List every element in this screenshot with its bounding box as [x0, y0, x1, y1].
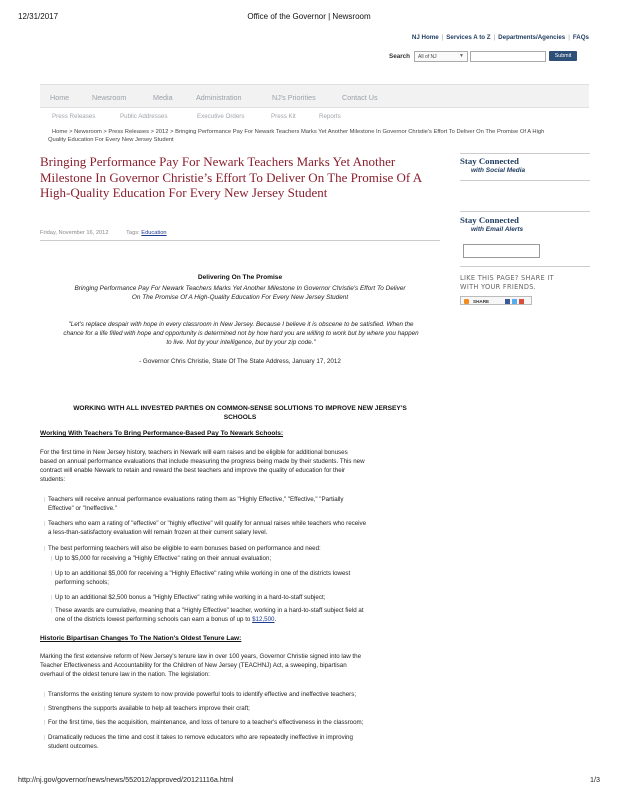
- paragraph: [40, 448, 450, 484]
- paragraph-line: based on annual performance evaluations that include measuring the progress being made by their students. This new: [40, 458, 365, 465]
- paragraph-line: Teacher Effectiveness and Accountability for the Children of New Jersey (TEACHNJ) Act, a sweeping, bipartisan: [40, 662, 347, 669]
- search-submit-button[interactable]: Submit: [549, 51, 577, 61]
- share-icon: [464, 299, 469, 304]
- facebook-icon: [505, 299, 510, 304]
- top-links: NJ Home | Services A to Z | Departments/Agencies | FAQs: [411, 34, 589, 41]
- sub-nav: [40, 112, 589, 124]
- nav-administration[interactable]: Administration: [196, 93, 242, 102]
- divider: [460, 211, 590, 212]
- nav-home[interactable]: Home: [50, 93, 70, 102]
- list-item-line: Up to an additional $5,000 for receiving a "Highly Effective" rating while working in one of the districts lowest: [55, 570, 351, 577]
- section-heading-line: WORKING WITH ALL INVESTED PARTIES ON COMMON-SENSE SOLUTIONS TO IMPROVE NEW JERSEY'S: [73, 405, 407, 412]
- search-scope-select[interactable]: [414, 51, 468, 62]
- section-heading-line: SCHOOLS: [223, 414, 257, 421]
- breadcrumb-line: Quality Education For Every New Jersey Student: [48, 136, 174, 143]
- subnav-executive-orders[interactable]: Executive Orders: [197, 113, 245, 120]
- link-services[interactable]: Services A to Z: [446, 34, 491, 41]
- subheading-performance-pay: Working With Teachers To Bring Performance-Based Pay To Newark Schools:: [40, 430, 284, 437]
- list-item-line: Teachers will receive annual performance evaluations rating them as "Highly Effective," "Effective," "Partially: [48, 496, 344, 503]
- article-meta: [40, 230, 167, 236]
- quote-line: to live. Not by your intelligence, but by your zip code.": [166, 339, 316, 346]
- divider: [460, 266, 590, 267]
- list-item-line: Up to an additional $2,500 bonus a "Highly Effective" rating while working in a hard-to-staff subject;: [55, 594, 326, 601]
- print-page-number: 1/3: [590, 775, 600, 784]
- share-prompt-line: WITH YOUR FRIENDS.: [460, 282, 537, 291]
- breadcrumb: [48, 129, 592, 144]
- search-label: Search: [389, 53, 411, 60]
- paragraph-line: students:: [40, 476, 66, 483]
- chevron-down-icon: ▼: [459, 53, 464, 59]
- list-item: [48, 495, 344, 513]
- article-subhead: Delivering On The Promise: [197, 274, 283, 281]
- quote-line: "Let's replace despair with hope in every classroom in New Jersey. Because I believe it is obscene to be satisfied. When the: [68, 321, 414, 328]
- email-icon: [519, 299, 524, 304]
- print-url: http://nj.gov/governor/news/news/552012/approved/20121116a.html: [18, 775, 234, 784]
- divider: [460, 180, 590, 181]
- share-prompt: [460, 274, 580, 291]
- quote-line: chance for a life filled with hope and opportunity is determined not by how hard you are willing to work but by where you happen: [63, 330, 419, 337]
- search-scope-value: All of NJ: [418, 54, 437, 60]
- list-item: [55, 554, 271, 563]
- twitter-icon: [512, 299, 517, 304]
- nav-media[interactable]: Media: [153, 93, 173, 102]
- main-nav: [40, 84, 589, 108]
- divider: [460, 153, 590, 154]
- list-item-line: Strengthens the supports available to help all teachers improve their craft;: [48, 705, 250, 712]
- divider: [40, 240, 440, 241]
- list-item-line: The best performing teachers will also be eligible to earn bonuses based on performance and need:: [48, 545, 321, 552]
- paragraph: [40, 652, 450, 679]
- list-item-line: Teachers who earn a rating of "effective" or "highly effective" will qualify for annual raises while teachers who receive: [48, 520, 367, 527]
- search-bar: [389, 51, 589, 63]
- list-item: [55, 606, 364, 624]
- print-title: Office of the Governor | Newsroom: [247, 12, 371, 21]
- bonus-amount-link[interactable]: $12,500: [252, 616, 275, 623]
- list-item-text: .: [274, 616, 277, 623]
- share-prompt-line: LIKE THIS PAGE? SHARE IT: [460, 274, 554, 282]
- tags-label: Tags:: [126, 230, 140, 236]
- list-item: [48, 704, 250, 713]
- paragraph-line: For the first time in New Jersey history, teachers in Newark will earn raises and be eligible for additional bonuses: [40, 449, 348, 456]
- list-item: [55, 569, 350, 587]
- quote-attribution: - Governor Chris Christie, State Of The State Address, January 17, 2012: [139, 358, 341, 365]
- page-title: Bringing Performance Pay For Newark Teachers Marks Yet Another Milestone In Governor Christie’s Effort To Deliver On The Promise Of A High-Quality Education For Every New Jersey Student: [40, 154, 422, 200]
- search-input[interactable]: [470, 51, 546, 62]
- list-item-line: student outcomes.: [48, 743, 99, 750]
- paragraph-line: contract will enable Newark to retain and reward the best teachers and improve the quality of education for their: [40, 467, 346, 474]
- list-item-line: For the first time, ties the acquisition, maintenance, and loss of tenure to a teacher's effectiveness in the classroom;: [48, 719, 364, 726]
- subheading-tenure: Historic Bipartisan Changes To The Nation's Oldest Tenure Law:: [40, 635, 242, 642]
- nav-contact[interactable]: Contact Us: [342, 93, 378, 102]
- social-title: Stay Connected: [460, 156, 519, 166]
- list-item: [48, 519, 366, 537]
- nav-priorities[interactable]: NJ's Priorities: [272, 93, 316, 102]
- subtitle-line: Bringing Performance Pay For Newark Teachers Marks Yet Another Milestone In Governor Christie's Effort To Deliver: [74, 285, 406, 292]
- article-subtitle: [30, 284, 450, 302]
- link-nj-home[interactable]: NJ Home: [411, 34, 439, 41]
- list-item: [48, 718, 363, 727]
- link-departments[interactable]: Departments/Agencies: [498, 34, 566, 41]
- share-button[interactable]: [460, 296, 532, 305]
- subnav-public-addresses[interactable]: Public Addresses: [120, 113, 168, 120]
- list-item: [48, 733, 353, 751]
- paragraph-line: Marking the first extensive reform of New Jersey's tenure law in over 100 years, Governor Christie signed into law the: [40, 653, 362, 660]
- subnav-reports[interactable]: Reports: [319, 113, 341, 120]
- subtitle-line: On The Promise Of A High-Quality Education For Every New Jersey Student: [131, 294, 349, 301]
- social-subtitle: with Social Media: [471, 167, 526, 174]
- list-item-line: a less-than-satisfactory evaluation will remain frozen at their current salary level.: [48, 529, 268, 536]
- email-title: Stay Connected: [460, 215, 519, 225]
- email-input[interactable]: [463, 244, 540, 258]
- list-item-line: Dramatically reduces the time and cost it takes to remove educators who are repeatedly ineffective in improving: [48, 734, 353, 741]
- quote: [30, 320, 452, 347]
- list-item-line: Transforms the existing tenure system to now provide powerful tools to identify effective and ineffective teachers;: [48, 691, 357, 698]
- email-subtitle: with Email Alerts: [471, 226, 524, 233]
- paragraph-line: overhaul of the oldest tenure law in the nation. The legislation:: [40, 671, 210, 678]
- article-date: Friday, November 16, 2012: [40, 230, 109, 236]
- list-item: [55, 593, 325, 602]
- print-date: 12/31/2017: [18, 12, 59, 21]
- subnav-press-releases[interactable]: Press Releases: [52, 113, 96, 120]
- section-heading: [30, 404, 450, 422]
- list-item: [48, 544, 321, 553]
- breadcrumb-line[interactable]: Home > Newsroom > Press Releases > 2012 > Bringing Performance Pay For Newark Teachers Marks Yet Another Milestone In Governor Christie's Effort To Deliver On The Promise Of A High: [52, 129, 545, 135]
- tag-link[interactable]: Education: [141, 230, 167, 236]
- link-faqs[interactable]: FAQs: [572, 34, 589, 41]
- subnav-press-kit[interactable]: Press Kit: [271, 113, 296, 120]
- list-item-text: one of the districts lowest performing schools can earn a bonus of up to: [55, 616, 251, 623]
- nav-newsroom[interactable]: Newsroom: [92, 93, 127, 102]
- list-item-line: Up to $5,000 for receiving a "Highly Effective" rating on their annual evaluation;: [55, 555, 272, 562]
- share-label: SHARE: [473, 298, 490, 304]
- list-item-line: These awards are cumulative, meaning that a "Highly Effective" teacher, working in a hard-to-staff subject field at: [55, 607, 364, 614]
- list-item-line: Effective" or "Ineffective.": [48, 505, 117, 512]
- list-item: [48, 690, 356, 699]
- list-item-line: performing schools;: [55, 579, 109, 586]
- list-item-line: [55, 615, 364, 624]
